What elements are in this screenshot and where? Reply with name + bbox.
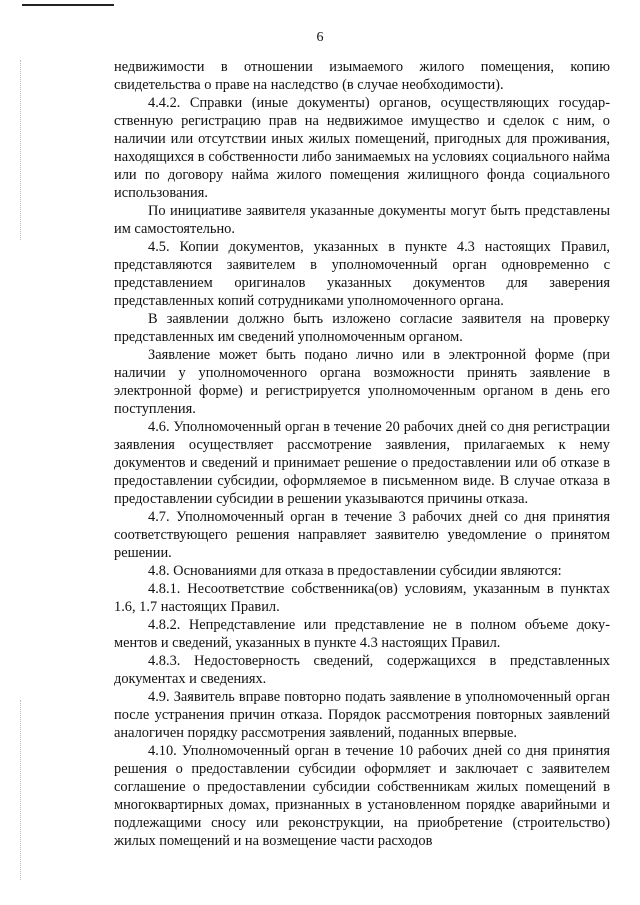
page-number: 6 — [316, 30, 324, 45]
paragraph: 4.8.2. Непредставление или представление не в полном объеме доку-ментов и сведений, указанных в пункте 4.3 настоящих Правил. — [114, 617, 610, 651]
paragraph: 4.7. Уполномоченный орган в течение 3 рабочих дней со дня принятия соответствующего решения направляет заявителю уведомление о принятом решении. — [114, 509, 610, 561]
paragraph: 4.9. Заявитель вправе повторно подать заявление в уполномоченный орган после устранения причин отказа. Порядок рассмотрения повторных заявлений аналогичен порядку рассмотрения заявлений, поданных впервые. — [114, 689, 610, 741]
paragraph: 4.8. Основаниями для отказа в предоставлении субсидии являются: — [148, 563, 562, 579]
paragraph: 4.5. Копии документов, указанных в пункте 4.3 настоящих Правил, представляются заявителем в уполномоченный орган одновременно с представлением оригиналов указанных документов для заверения представленных копий сотрудниками уполномоченного органа. — [114, 239, 610, 309]
paragraph: 4.6. Уполномоченный орган в течение 20 рабочих дней со дня регистрации заявления осуществляет рассмотрение заявления, прилагаемых к нему документов и сведений и принимает решение о предоставлении или об отказе в предоставлении субсидии, оформляемое в письменном виде. В случае отказа в предоставлении субсидии в решении указываются причины отказа. — [114, 419, 610, 507]
paragraph: 4.4.2. Справки (иные документы) органов, осуществляющих государ-ственную регистрацию прав на недвижимое имущество и сделок с ним, о наличии или отсутствии иных жилых помещений, пригодных для проживания, находящихся в собственности либо занимаемых на условиях социального найма или по договору найма жилого помещения жилищного фонда социального использования. — [114, 95, 610, 201]
paragraph: 4.8.1. Несоответствие собственника(ов) условиям, указанным в пунктах 1.6, 1.7 настоящих Правил. — [114, 581, 610, 615]
paragraph: По инициативе заявителя указанные документы могут быть представлены им самостоятельно. — [114, 203, 610, 237]
scan-margin-dots — [20, 60, 21, 240]
paragraph: 4.10. Уполномоченный орган в течение 10 рабочих дней со дня принятия решения о предоставлении субсидии оформляет и заключает с заявителем соглашение о предоставлении субсидии собственникам жилых помещений в многоквартирных домах, признанных в установленном порядке аварийными и подлежащими сносу или реконструкции, на приобретение (строительство) жилых помещений и на возмещение части расходов — [114, 743, 610, 849]
paragraph: В заявлении должно быть изложено согласие заявителя на проверку представленных им сведений уполномоченным органом. — [114, 311, 610, 345]
document-body — [114, 58, 610, 850]
paragraph: недвижимости в отношении изымаемого жилого помещения, копию свидетельства о праве на наследство (в случае необходимости). — [114, 59, 610, 93]
paragraph: 4.8.3. Недостоверность сведений, содержащихся в представленных документах и сведениях. — [114, 653, 610, 687]
top-rule — [22, 4, 114, 6]
scan-margin-dots — [20, 700, 21, 880]
paragraph: Заявление может быть подано лично или в электронной форме (при наличии у уполномоченного органа возможности принять заявление в электронной форме) и регистрируется уполномоченным органом в день его поступления. — [114, 347, 610, 417]
